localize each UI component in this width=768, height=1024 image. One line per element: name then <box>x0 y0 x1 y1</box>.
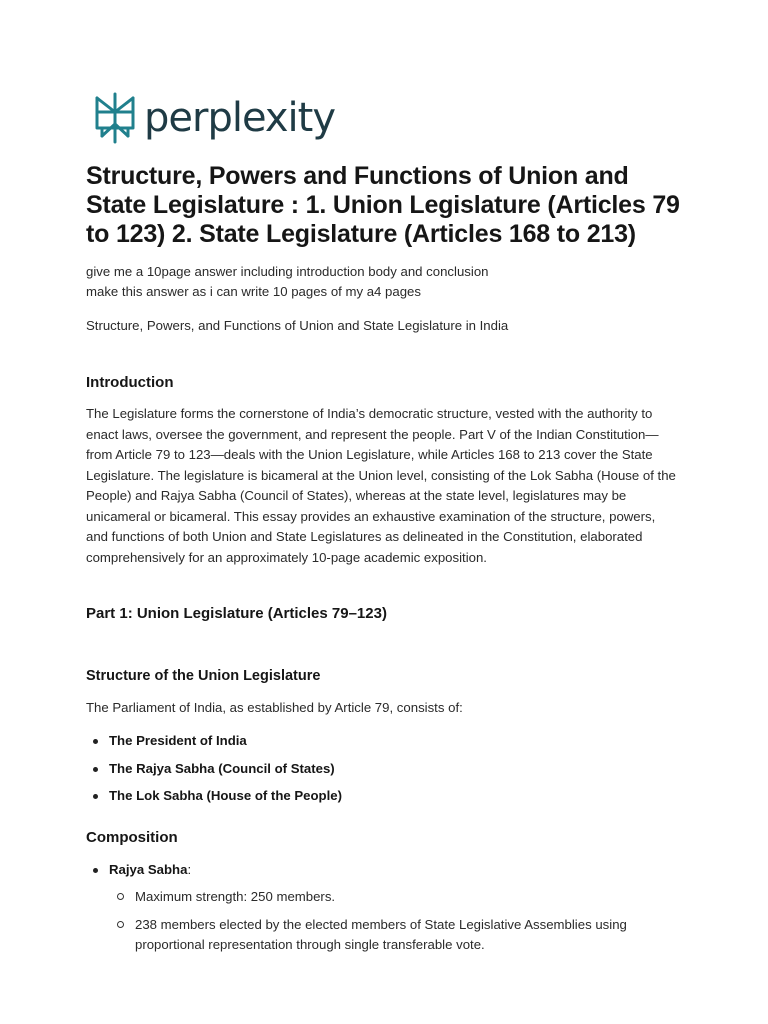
list-item: Maximum strength: 250 members. <box>109 887 669 907</box>
list-item: 238 members elected by the elected members of State Legislative Assemblies using proportional representation through single transferable vote. <box>109 915 669 955</box>
structure-intro: The Parliament of India, as established by Article 79, consists of: <box>86 700 463 715</box>
perplexity-logo-icon <box>94 92 136 144</box>
rajya-sabha-label: Rajya Sabha <box>109 862 188 877</box>
introduction-body: The Legislature forms the cornerstone of India’s democratic structure, vested with the authority to enact laws, oversee the government, and represent the people. Part V of the Indian Constitution—from Article 79 to 123—deals with the Union Legislature, while Articles 168 to 213 cover the State Legislature. The legislature is bicameral at the Union level, consisting of the Lok Sabha (House of the People) and Rajya Sabha (Council of States), whereas at the state level, legislatures may be unicameral or bicameral. This essay provides an exhaustive examination of the structure, powers, and functions of both Union and State Legislatures as delineated in the Constitution, elaborated comprehensively for an approximately 10-page academic exposition. <box>86 406 676 565</box>
list-item-rajya-sabha: Rajya Sabha: <box>86 860 686 880</box>
structure-list <box>86 731 686 806</box>
list-item: The Rajya Sabha (Council of States) <box>86 759 686 779</box>
rajya-sabha-points <box>109 887 669 955</box>
list-item: The Lok Sabha (House of the People) <box>86 786 686 806</box>
part1-heading: Part 1: Union Legislature (Articles 79–123) <box>86 605 387 622</box>
composition-heading: Composition <box>86 829 178 846</box>
brand-logo <box>94 92 335 144</box>
prompt-line-1: give me a 10page answer including introduction body and conclusion <box>86 264 489 279</box>
brand-name: perplexity <box>144 95 335 141</box>
structure-heading: Structure of the Union Legislature <box>86 668 321 684</box>
prompt-line-2: make this answer as i can write 10 pages of my a4 pages <box>86 284 421 299</box>
page-title: Structure, Powers and Functions of Union and State Legislature : 1. Union Legislature (Articles 79 to 123) 2. State Legislature (Articles 168 to 213) <box>86 162 680 248</box>
introduction-heading: Introduction <box>86 374 174 391</box>
list-item: The President of India <box>86 731 686 751</box>
answer-subtitle: Structure, Powers, and Functions of Union and State Legislature in India <box>86 318 509 333</box>
composition-list <box>86 860 686 880</box>
